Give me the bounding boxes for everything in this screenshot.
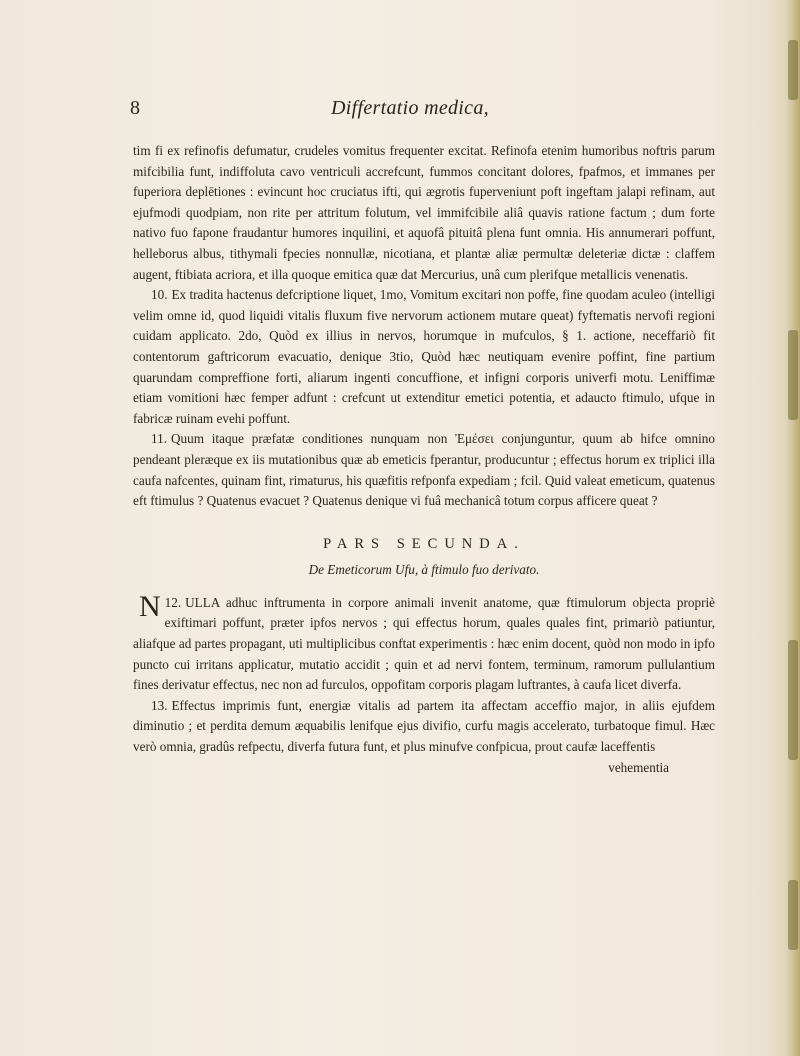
drop-cap: N [139, 589, 161, 623]
catchword: vehementia [608, 759, 669, 775]
gutter-stain [788, 880, 798, 950]
paragraph-number: 12. [164, 594, 182, 610]
body-text [133, 141, 715, 778]
running-title: Differtatio medica, [331, 97, 489, 119]
paragraph-text: ULLA adhuc inftrumenta in corpore animali invenit anatome, quæ ftimulorum objecta propriè exiftimari poffunt, præter ipfos nervos ; qui effectus horum, quales quales fint, primariò patiuntur, aliafque ad partes propagant, uti multiplicibus conftat experimentis : hæc enim docent, quòd non modo in ipfo puncto cui irritans applicatur, mutatio accidit ; quin et ad nervi fontem, terminum, ramorum pullulantium fines derivatur effectus, nec non ad furculos, oppofitam corporis plagam luftrantes, à caufa licet diverfa. [133, 594, 715, 693]
paragraph-text: Quum itaque præfatæ conditiones nunquam non Ἐμέσει conjunguntur, quum ab hifce omnino pendeant pleræque ex iis mutationibus quæ ab emeticis fperantur, producuntur ; effectus horum ex triplici illa caufa nafcentes, quinam fint, rimaturus, his quæfitis refponfa expediam ; fcil. Quid valeat emeticum, quatenus eft ftimulus ? Quatenus evacuet ? Quatenus denique vi fuâ mechanicâ totum corpus afficere queat ? [133, 431, 715, 509]
paragraph-text: Ex tradita hactenus defcriptione liquet, 1mo, Vomitum excitari non poffe, fine quodam aculeo (intelligi velim omne id, quod liquidi vitalis fluxum five nervorum actionem mutare queat) fyftematis nervofi regioni cuidam applicato. 2do, Quòd ex illius in nervos, horumque in mufculos, § 1. actione, neceffariò fit contentorum gaftricorum evacuatio, denique 3tio, Quòd hæc neutiquam evenire poffint, fine partium quarundam compreffione forti, aliarum ingenti concuffione, et infigni corporis univerfi motu. Leniffimæ etiam vomitioni hæc femper adfunt : crefcunt ut extenditur emetici potentia, et adaucto ftimulo, ufque in fabricæ ruinam evehi poffunt. [133, 287, 715, 426]
part-heading: PARS SECUNDA. [323, 535, 525, 552]
gutter-stain [788, 330, 798, 420]
gutter-stain [788, 640, 798, 760]
paragraph-number: 13. [151, 697, 168, 713]
paragraph-continued: tim fi ex refinofis defumatur, crudeles vomitus frequenter excitat. Refinofa etenim humoribus noftris parum mifcibilia funt, indiffoluta cavo ventriculi accrefcunt, fummos concitant dolores, fpafmos, et immanes per fuperiora deplētiones : evincunt hoc cruciatus ifti, qui ægrotis fuperveniunt poft ingeftam jalapi refinam, aut ejufmodi quodpiam, non rite per attritum folutum, vel immifcibile aliâ quavis ratione factum ; dum forte nativo fuo fapone fraudantur humores inquilini, et aquofâ pituitâ plena funt omnia. His annumerari poffunt, helleborus albus, tithymali fpecies nonnullæ, nicotiana, et plantæ aliæ permultæ deleteriæ dictæ : claffem augent, ftibiata acriora, et illa quoque emitica quæ dat Mercurius, unâ cum plerifque metallicis venenatis. [133, 143, 715, 282]
paragraph-10 [133, 285, 715, 429]
paragraph-12 [133, 589, 715, 696]
paragraph-number: 10. [151, 287, 168, 303]
paragraph-text: Effectus imprimis funt, energiæ vitalis ad partem ita affectam acceffio major, in aliis ejufdem diminutio ; et perdita demum æquabilis lenifque ejus divifio, curfu magis accelerato, turbatoque fimul. Hæc verò omnia, gradûs refpectu, diverfa futura funt, et plus minufve confpicua, prout caufæ laceffentis [133, 697, 715, 755]
paragraph-13 [133, 696, 715, 758]
paragraph-number: 11. [151, 431, 167, 447]
gutter-stain [788, 40, 798, 100]
page-header [130, 97, 690, 127]
page-number: 8 [130, 97, 140, 119]
part-subtitle: De Emeticorum Ufu, à ftimulo fuo derivato. [308, 562, 540, 578]
paragraph-11 [133, 429, 715, 511]
page-gutter-edge [786, 0, 800, 1056]
